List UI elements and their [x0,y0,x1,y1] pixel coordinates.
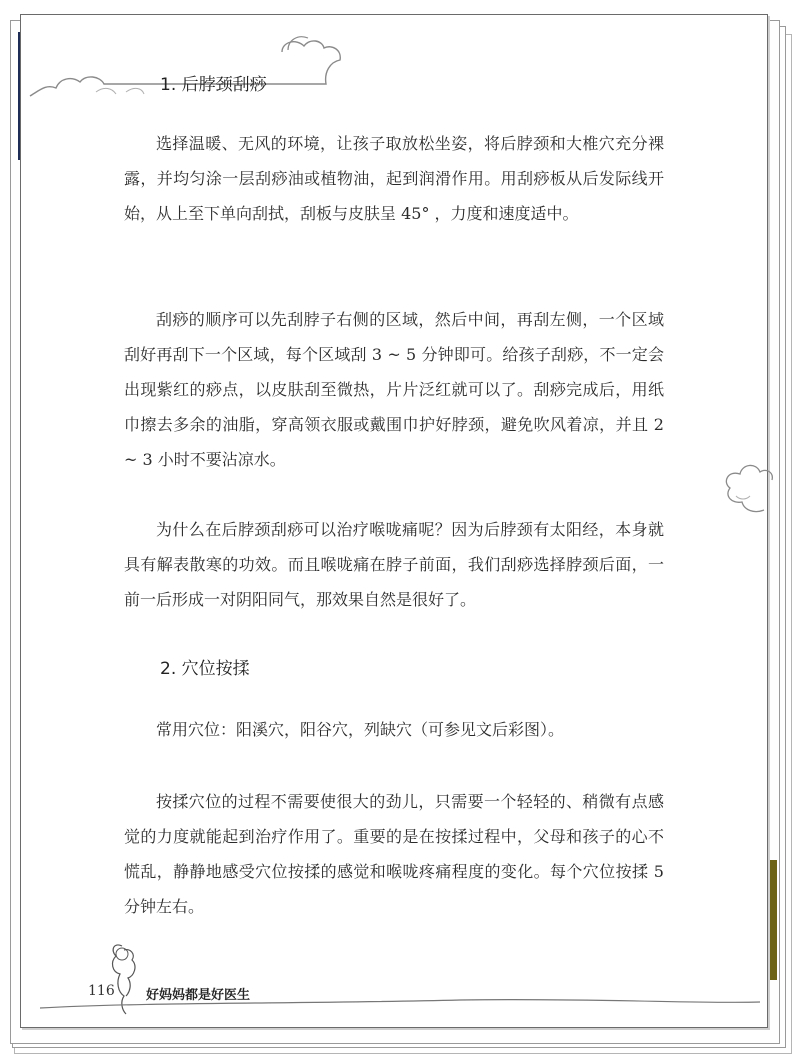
cloud-decoration-top [26,10,346,110]
page-number: 116 [88,983,115,999]
section-heading: 1. 后脖颈刮痧 [160,75,267,95]
cloud-decoration-right [700,440,780,520]
section-heading: 2. 穴位按揉 [160,659,250,679]
book-title: 好妈妈都是好医生 [146,988,251,1003]
paragraph: 按揉穴位的过程不需要使很大的劲儿，只需要一个轻轻的、稍微有点感觉的力度就能起到治疗作用了。重要的是在按揉过程中，父母和孩子的心不慌乱，静静地感受穴位按揉的感觉和喉咙疼痛程度的变化。每个穴位按揉 5 分钟左右。 [124,792,664,916]
paragraph: 选择温暖、无风的环境，让孩子取放松坐姿，将后脖颈和大椎穴充分裸露，并均匀涂一层刮痧油或植物油，起到润滑作用。用刮痧板从后发际线开始，从上至下单向刮拭，刮板与皮肤呈 45° ，力度和速度适中。 [124,134,664,223]
paragraph: 为什么在后脖颈刮痧可以治疗喉咙痛呢？因为后脖颈有太阳经，本身就具有解表散寒的功效。而且喉咙痛在脖子前面，我们刮痧选择脖颈后面，一前一后形成一对阴阳同气，那效果自然是很好了。 [124,520,664,609]
paragraph: 常用穴位：阳溪穴，阳谷穴，列缺穴（可参见文后彩图）。 [156,720,565,739]
mother-child-line-art [0,920,800,1030]
paragraph: 刮痧的顺序可以先刮脖子右侧的区域，然后中间，再刮左侧，一个区域刮好再刮下一个区域，每个区域刮 3 ~ 5 分钟即可。给孩子刮痧，不一定会出现紫红的痧点，以皮肤刮至微热，片片泛红就可以了。刮痧完成后，用纸巾擦去多余的油脂，穿高领衣服或戴围巾护好脖颈，避免吹风着凉，并且 2 ~ 3 小时不要沾凉水。 [124,310,664,469]
